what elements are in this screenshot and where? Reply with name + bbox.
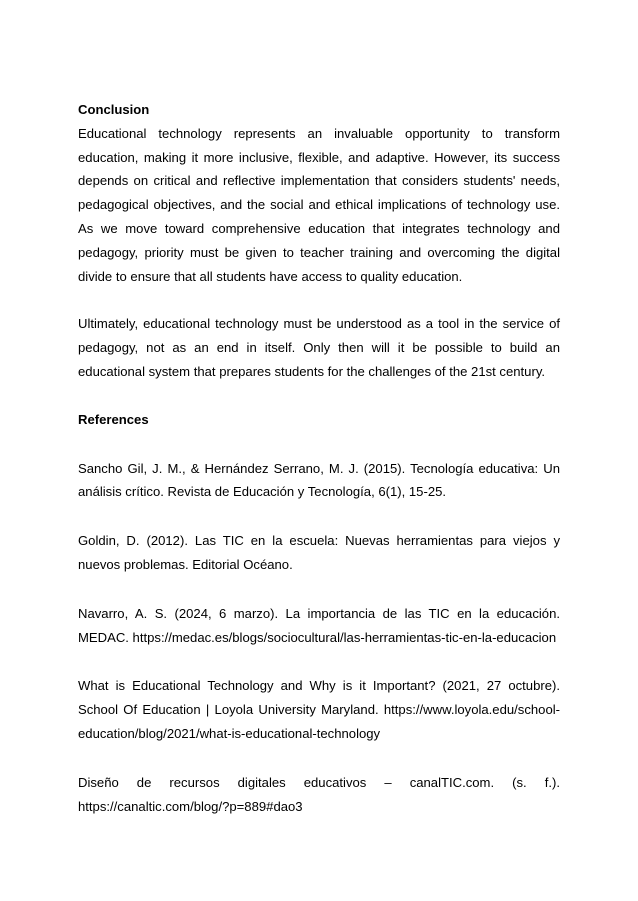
spacer [78, 504, 560, 529]
spacer [78, 649, 560, 674]
conclusion-paragraph-1: Educational technology represents an invaluable opportunity to transform education, making it more inclusive, flexible, and adaptive. However, its success depends on critical and reflective implementation that considers students' needs, pedagogical objectives, and the social and ethical implications of technology use. As we move toward comprehensive education that integrates technology and pedagogy, priority must be given to teacher training and overcoming the digital divide to ensure that all students have access to quality education. [78, 125, 560, 284]
references-heading: References [78, 411, 149, 427]
reference-item-2: Goldin, D. (2012). Las TIC en la escuela: Nuevas herramientas para viejos y nuevos problemas. Editorial Océano. [78, 533, 560, 572]
spacer [78, 746, 560, 771]
conclusion-heading: Conclusion [78, 102, 150, 117]
spacer [78, 288, 560, 312]
reference-item-3: Navarro, A. S. (2024, 6 marzo). La importancia de las TIC en la educación. MEDAC. https://medac.es/blogs/sociocultural/las-herramientas-tic-en-la-educacion [78, 605, 560, 645]
reference-item-5: Diseño de recursos digitales educativos – canalTIC.com. (s. f.). https://canaltic.com/blog/?p=889#dao3 [78, 774, 560, 814]
reference-item-1: Sancho Gil, J. M., & Hernández Serrano, M. J. (2015). Tecnología educativa: Un análisis crítico. Revista de Educación y Tecnología, 6(1), 15-25. [78, 460, 560, 500]
conclusion-paragraph-2: Ultimately, educational technology must be understood as a tool in the service of pedagogy, not as an end in itself. Only then will it be possible to build an educational system that prepares students for the challenges of the 21st century. [78, 316, 560, 379]
spacer [78, 577, 560, 602]
spacer [78, 384, 560, 408]
spacer [78, 432, 560, 457]
document-page [78, 98, 560, 818]
reference-item-4: What is Educational Technology and Why is it Important? (2021, 27 octubre). School Of Education | Loyola University Maryland. https://www.loyola.edu/school-education/blog/2021/what-is-educational-technology [78, 678, 560, 741]
